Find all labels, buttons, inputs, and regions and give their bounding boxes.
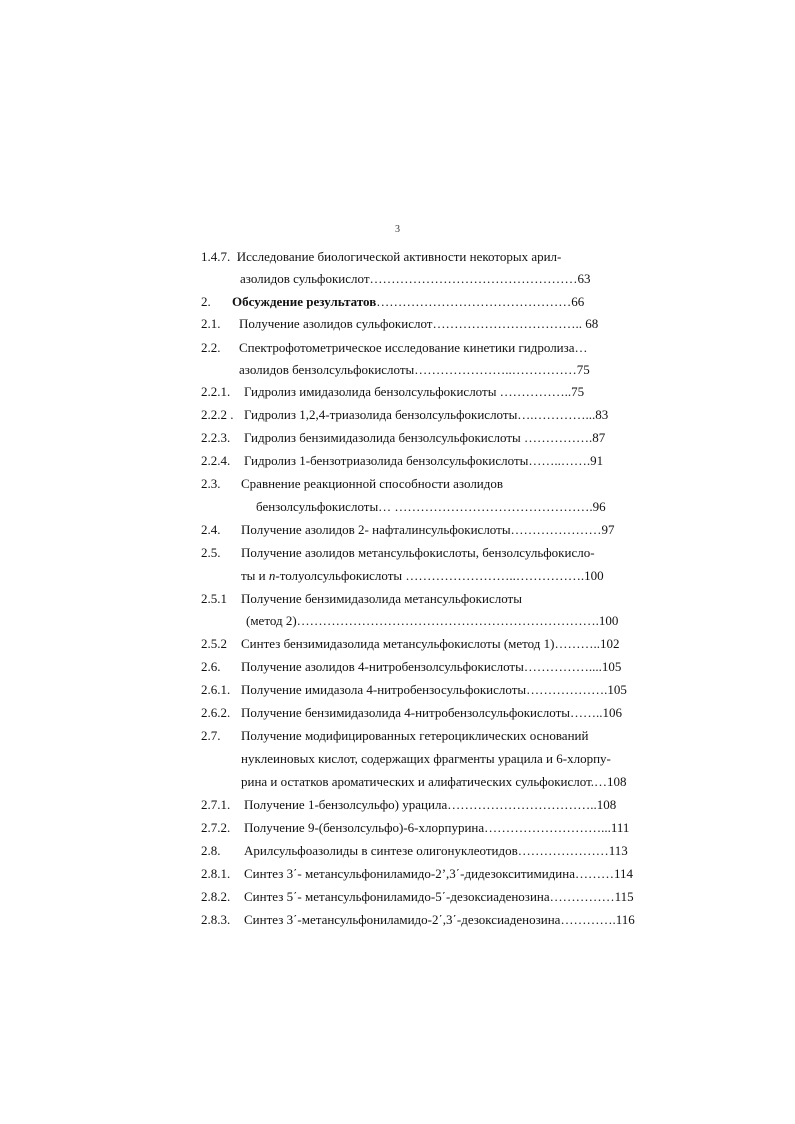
toc-entry-title: Получение азолидов 2- нафталинсульфокислоты…………………97 <box>241 522 615 537</box>
toc-entry-number: 2.8.1. <box>201 866 231 881</box>
toc-entry-line: нуклеиновых кислот, содержащих фрагменты урацила и 6-хлорпу- <box>241 751 611 766</box>
toc-entry-title: Получение 1-бензолсульфо) урацила……………………………..108 <box>244 797 617 812</box>
toc-entry-number: 2.2.3. <box>201 430 231 445</box>
toc-entry-title: Синтез 3΄-метансульфониламидо-2΄,3΄-дезоксиаденозина………….116 <box>244 912 635 927</box>
toc-entry-number: 2.2. <box>201 340 221 355</box>
toc-entry-title: Спектрофотометрическое исследование кинетики гидролиза… <box>239 340 588 355</box>
toc-entry-number: 2.1. <box>201 316 221 331</box>
toc-entry-number: 2.5.2 <box>201 636 227 651</box>
toc-entry-number: 2.5.1 <box>201 591 227 606</box>
toc-entry-number: 2.5. <box>201 545 221 560</box>
toc-entry-number: 2.6. <box>201 659 221 674</box>
toc-entry-line: азолидов сульфокислот…………………………………………63 <box>240 271 591 286</box>
toc-entry-title: Гидролиз 1,2,4-триазолида бензолсульфокислоты….…………...83 <box>244 407 609 422</box>
toc-entry-title: Гидролиз имидазолида бензолсульфокислоты ……………..75 <box>244 384 585 399</box>
toc-entry-title: Получение имидазола 4-нитробензосульфокислоты……………….105 <box>241 682 627 697</box>
toc-entry-number: 2. <box>201 294 211 309</box>
toc-entry-title: Гидролиз 1-бензотриазолида бензолсульфокислоты……..…….91 <box>244 453 604 468</box>
toc-entry-line: азолидов бензолсульфокислоты…………………..……………75 <box>239 362 590 377</box>
toc-entry-title: Получение бензимидазолида 4-нитробензолсульфокислоты……..106 <box>241 705 623 720</box>
toc-entry-title: Получение азолидов сульфокислот…………………………….. 68 <box>239 316 599 331</box>
toc-entry-title: Обсуждение результатов………………………………………66 <box>232 294 585 309</box>
toc-entry-title: Получение 9-(бензолсульфо)-6-хлорпурина………………………...111 <box>244 820 630 835</box>
toc-entry-title: Гидролиз бензимидазолида бензолсульфокислоты …………….87 <box>244 430 606 445</box>
toc-entry-number: 2.7.2. <box>201 820 231 835</box>
toc-entry-title: Синтез 5΄- метансульфониламидо-5΄-дезоксиаденозина……………115 <box>244 889 634 904</box>
toc-entry-line: бензолсульфокислоты… ……………………………………….96 <box>256 499 606 514</box>
toc-entry-number: 2.3. <box>201 476 221 491</box>
toc-entry-title: Получение азолидов метансульфокислоты, бензолсульфокисло- <box>241 545 595 560</box>
toc-entry-number: 2.7. <box>201 728 221 743</box>
toc-entry-title: Синтез бензимидазолида метансульфокислоты (метод 1)………..102 <box>241 636 620 651</box>
toc-entry-number: 2.8.2. <box>201 889 231 904</box>
toc-entry-title: Исследование биологической активности некоторых арил- <box>236 249 562 264</box>
toc-entry-line: (метод 2)…………………………………………………………….100 <box>246 613 619 628</box>
toc-entry-title: Получение модифицированных гетероциклических оснований <box>241 728 589 743</box>
page-number: 3 <box>395 224 400 235</box>
toc-entry-title-bold: Обсуждение результатов <box>232 294 377 309</box>
toc-entry-number: 2.8.3. <box>201 912 231 927</box>
toc-entry-number: 1.4.7. <box>201 249 231 264</box>
toc-entry-title: Сравнение реакционной способности азолидов <box>241 476 504 491</box>
toc-entry-number: 2.6.2. <box>201 705 231 720</box>
toc-entry-title: Синтез 3΄- метансульфониламидо-2’,3΄-дидезокситимидина………114 <box>244 866 633 881</box>
toc-entry-number: 2.2.4. <box>201 453 231 468</box>
toc-entry-title: Получение азолидов 4-нитробензолсульфокислоты……………....105 <box>241 659 622 674</box>
toc-entry-1-4-7 <box>201 249 561 265</box>
toc-entry-number: 2.2.1. <box>201 384 231 399</box>
toc-entry-line: рина и остатков ароматических и алифатических сульфокислот.…108 <box>241 774 627 789</box>
toc-entry-2 <box>201 294 211 310</box>
toc-entry-line: ты и n-толуолсульфокислоты ……………………..…………….100 <box>241 568 604 583</box>
toc-entry-number: 2.8. <box>201 843 221 858</box>
toc-entry-number: 2.2.2 . <box>201 407 234 422</box>
toc-entry-title: Получение бензимидазолида метансульфокислоты <box>241 591 522 606</box>
toc-entry-number: 2.6.1. <box>201 682 231 697</box>
toc-entry-number: 2.7.1. <box>201 797 231 812</box>
toc-entry-title: Арилсульфоазолиды в синтезе олигонуклеотидов…………………113 <box>244 843 628 858</box>
toc-entry-number: 2.4. <box>201 522 221 537</box>
